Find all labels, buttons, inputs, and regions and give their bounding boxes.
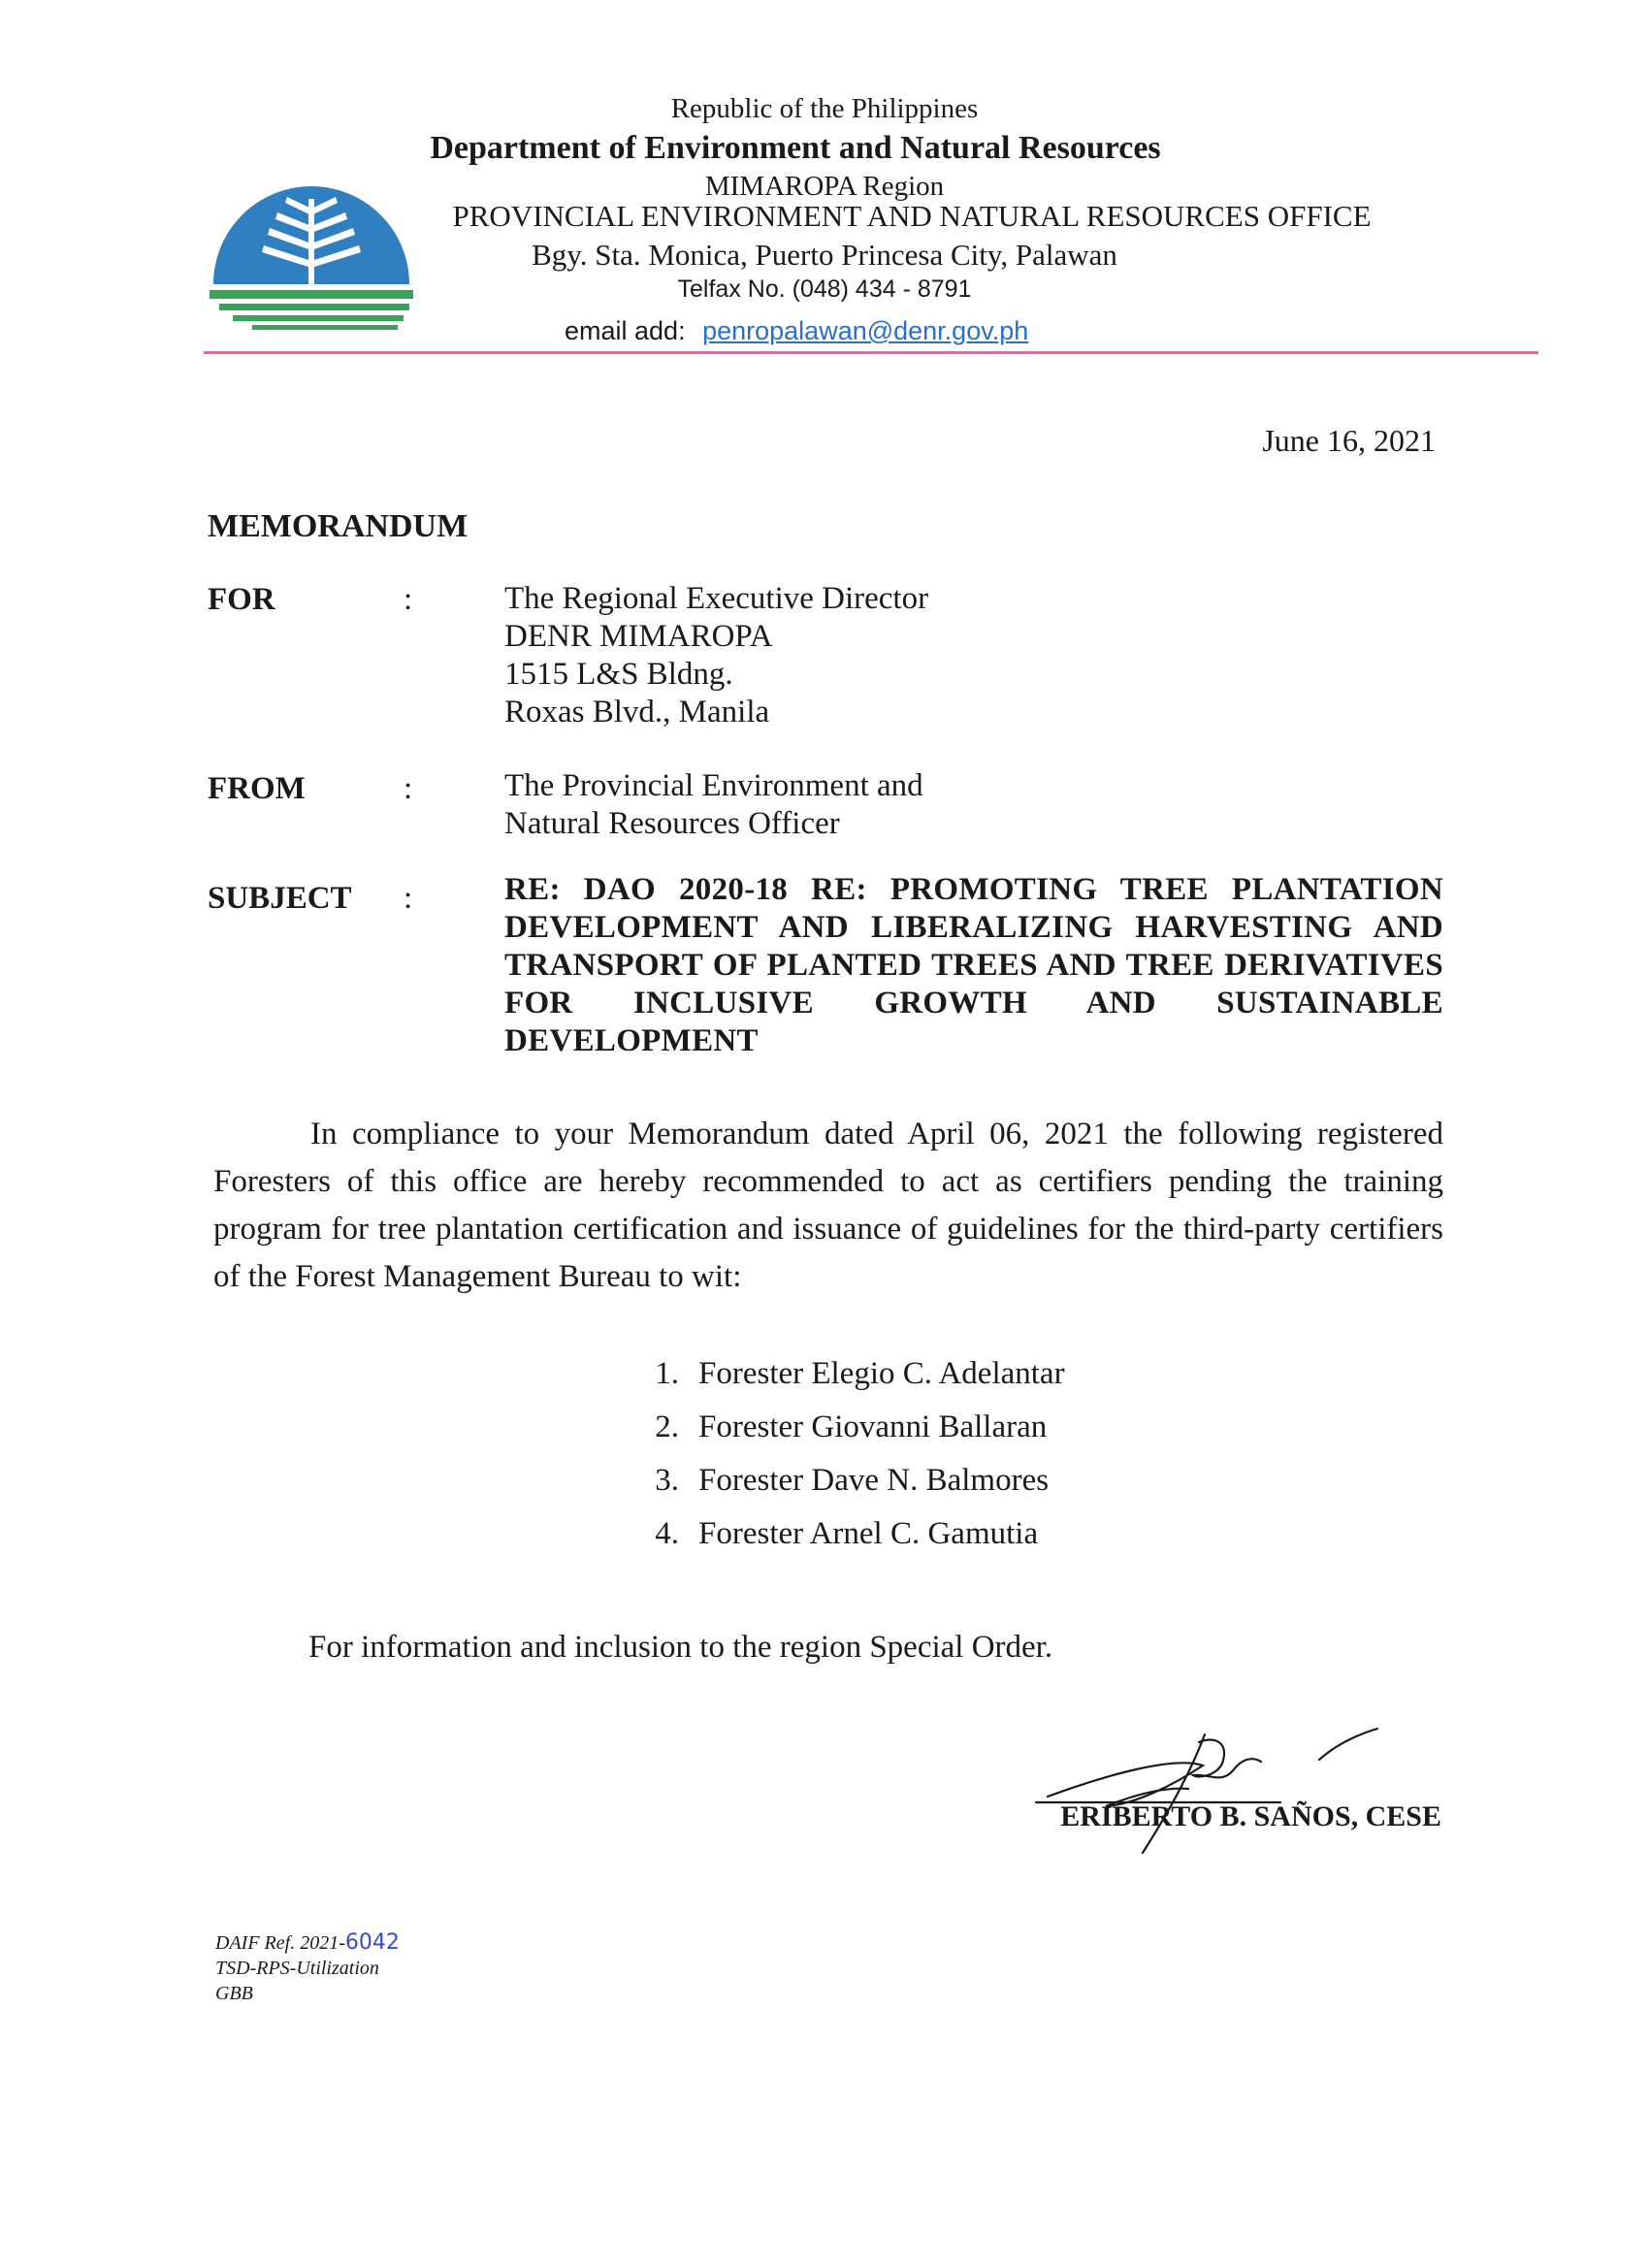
- forester-list: [621, 1356, 1065, 1570]
- list-number: 3.: [655, 1463, 679, 1498]
- from-colon: :: [404, 771, 413, 806]
- closing-line: For information and inclusion to the region Special Order.: [308, 1630, 1053, 1665]
- memo-date: June 16, 2021: [1262, 423, 1436, 458]
- email-label: email add:: [565, 316, 686, 345]
- list-item: [621, 1409, 1065, 1463]
- list-number: 4.: [655, 1516, 679, 1551]
- from-line: Natural Resources Officer: [504, 806, 840, 841]
- address-line: Bgy. Sta. Monica, Puerto Princesa City, Palawan: [532, 238, 1117, 272]
- for-line: 1515 L&S Bldng.: [504, 657, 733, 692]
- memo-title: MEMORANDUM: [208, 508, 469, 544]
- department-name: Department of Environment and Natural Resources: [430, 130, 1161, 166]
- for-line: DENR MIMAROPA: [504, 619, 773, 654]
- list-number: 1.: [655, 1356, 679, 1391]
- office-name: PROVINCIAL ENVIRONMENT AND NATURAL RESOURCES OFFICE: [452, 199, 1372, 233]
- list-name: Forester Elegio C. Adelantar: [698, 1356, 1065, 1391]
- reference-prefix: DAIF Ref. 2021-: [215, 1932, 345, 1954]
- reference-initials: GBB: [215, 1983, 253, 2004]
- from-sender: [504, 767, 923, 843]
- reference-number-handwritten: 6042: [344, 1930, 400, 1955]
- telfax-line: Telfax No. (048) 434 - 8791: [677, 275, 972, 303]
- subject-text: RE: DAO 2020-18 RE: PROMOTING TREE PLANTATION DEVELOPMENT AND LIBERALIZING HARVESTING AND TRANSPORT OF PLANTED TREES AND TREE DERIVATIVES FOR INCLUSIVE GROWTH AND SUSTAINABLE DEVELOPMENT: [504, 872, 1443, 1058]
- subject-label: SUBJECT: [208, 881, 352, 916]
- email-line: [565, 316, 1028, 346]
- from-label: FROM: [208, 771, 306, 806]
- list-name: Forester Dave N. Balmores: [698, 1463, 1050, 1498]
- list-item: [621, 1463, 1065, 1516]
- list-number: 2.: [655, 1409, 679, 1444]
- list-item: [621, 1356, 1065, 1409]
- body-paragraph: [213, 1111, 1443, 1301]
- from-line: The Provincial Environment and: [504, 768, 923, 803]
- list-name: Forester Giovanni Ballaran: [698, 1409, 1048, 1444]
- signatory-name: ERIBERTO B. SAÑOS, CESE: [1060, 1800, 1441, 1832]
- email-link[interactable]: penropalawan@denr.gov.ph: [702, 316, 1029, 345]
- list-item: [621, 1516, 1065, 1570]
- for-line: The Regional Executive Director: [504, 581, 929, 616]
- republic-line: Republic of the Philippines: [670, 93, 979, 124]
- reference-line: [215, 1930, 400, 1956]
- reference-block: [215, 1930, 400, 2006]
- for-recipient: [504, 580, 928, 731]
- region-line: MIMAROPA Region: [704, 171, 945, 202]
- header-divider: [204, 351, 1538, 354]
- for-colon: :: [404, 582, 413, 617]
- for-line: Roxas Blvd., Manila: [504, 695, 770, 729]
- for-label: FOR: [208, 582, 275, 617]
- signature-scribble-icon: [1028, 1717, 1397, 1863]
- list-name: Forester Arnel C. Gamutia: [698, 1516, 1039, 1551]
- reference-division: TSD-RPS-Utilization: [215, 1958, 379, 1979]
- subject-colon: :: [404, 881, 413, 916]
- body-paragraph-text: In compliance to your Memorandum dated April 06, 2021 the following registered Foresters of this office are hereby recommended to act as certifiers pending the training program for tree plantation certification and issuance of guidelines for the third-party certifiers of the Forest Management Bureau to wit:: [213, 1117, 1443, 1294]
